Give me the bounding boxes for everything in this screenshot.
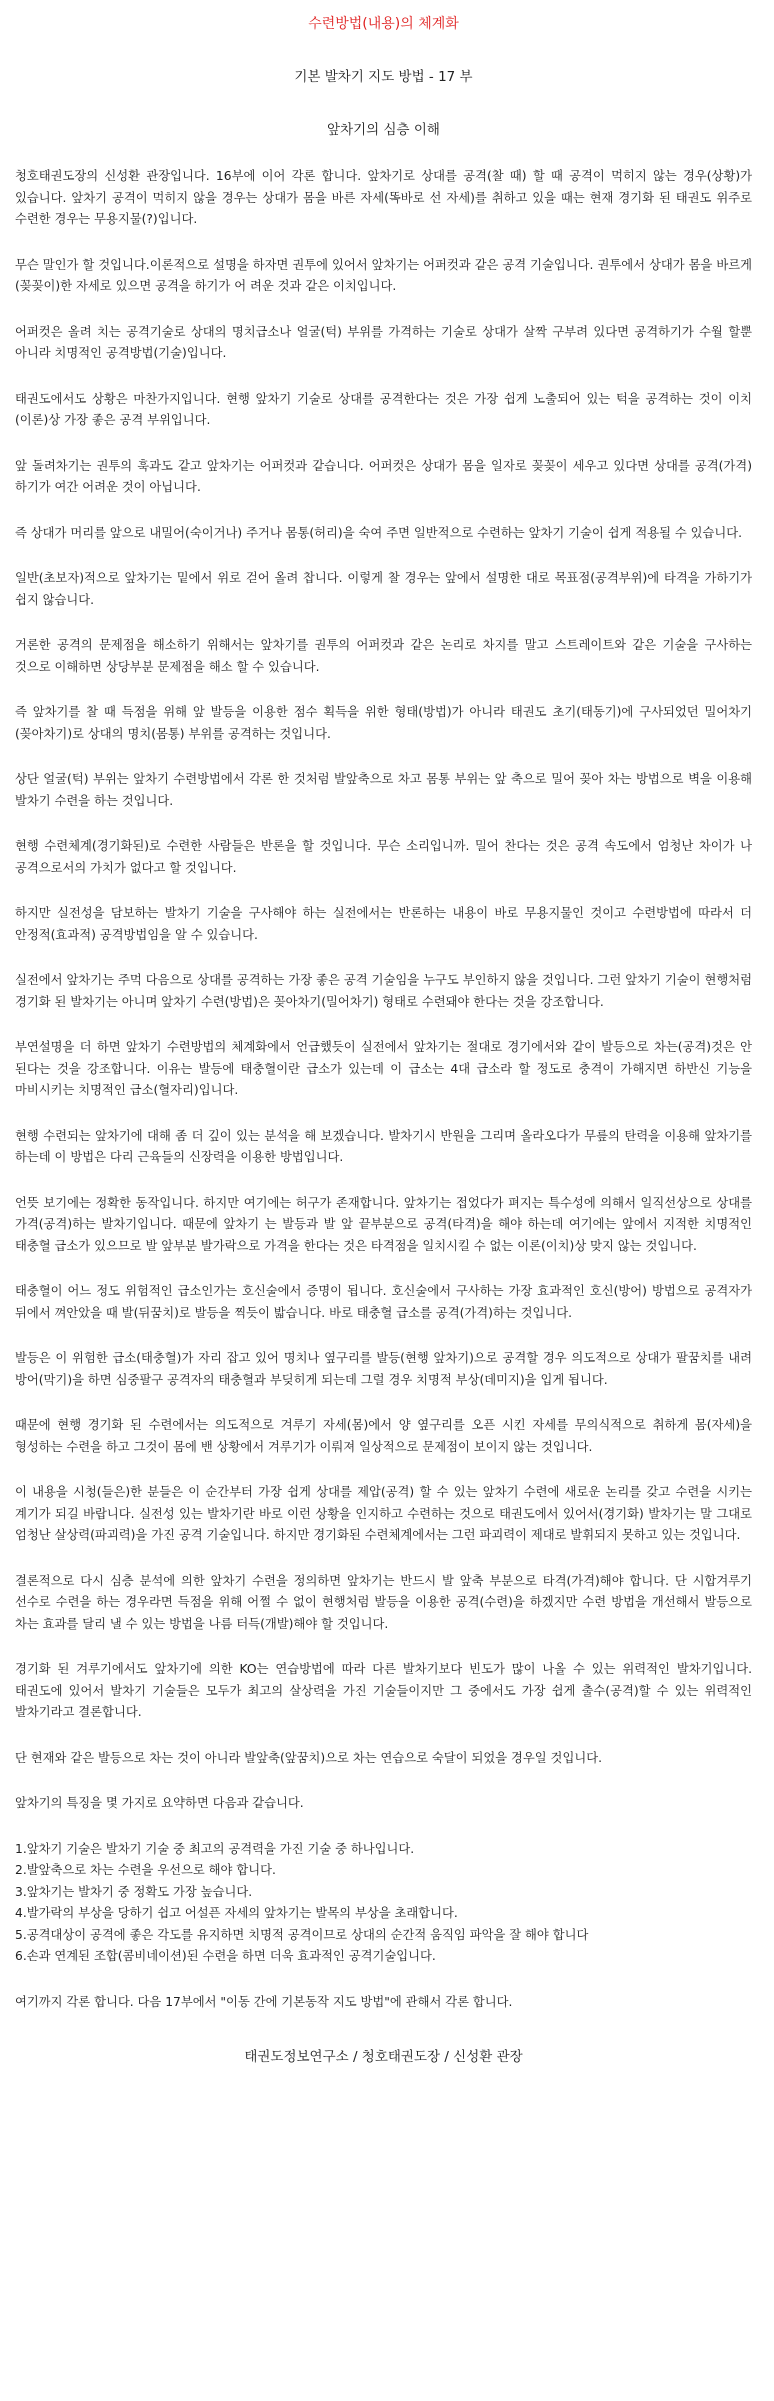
paragraph: 실전에서 앞차기는 주먹 다음으로 상대를 공격하는 가장 좋은 공격 기술임을 누구도 부인하지 않을 것입니다. 그런 앞차기 기술이 현행처럼 경기화 된 발차기는 아니며 앞차기 수련(방법)은 꽂아차기(밀어차기) 형태로 수련돼야 한다는 것을 강조합니다. [15, 973, 752, 1009]
paragraph: 부연설명을 더 하면 앞차기 수련방법의 체계화에서 언급했듯이 실전에서 앞차기는 절대로 경기에서와 같이 발등으로 차는(공격)것은 안 된다는 것을 강조합니다. 이유는 발등에 태충혈이란 급소가 있는데 이 급소는 4대 급소라 할 정도로 충격이 가해지면 하반신 기능을 마비시키는 치명적인 급소(혈자리)입니다. [15, 1040, 752, 1097]
summary-item: 1.앞차기 기술은 발차기 기술 중 최고의 공격력을 가진 기술 중 하나입니다. [15, 1841, 415, 1856]
summary-item: 5.공격대상이 공격에 좋은 각도를 유지하면 치명적 공격이므로 상대의 순간적 움직임 파악을 잘 해야 합니다 [15, 1927, 589, 1942]
paragraph: 결론적으로 다시 심층 분석에 의한 앞차기 수련을 정의하면 앞차기는 반드시 발 앞축 부분으로 타격(가격)해야 합니다. 단 시합겨루기 선수로 수련을 하는 경우라면 득점을 위해 어쩔 수 없이 현행처럼 발등을 이용한 공격(수련)을 하겠지만 수련 방법을 개선해서 발등으로 차는 효과를 달리 낼 수 있는 방법을 나름 터득(개발)해야 할 것입니다. [15, 1573, 752, 1631]
paragraph: 언뜻 보기에는 정확한 동작입니다. 하지만 여기에는 허구가 존재합니다. 앞차기는 접었다가 펴지는 특수성에 의해서 일직선상으로 상대를 가격(공격)하는 발차기입니다. 때문에 앞차기 는 발등과 발 앞 끝부분으로 공격(타격)을 해야 하는데 여기에는 앞에서 지적한 치명적인 태충혈 급소가 있으므로 발 앞부분 발가락으로 가격을 한다는 것은 타격점을 일치시킬 수 없는 이론(이치)상 맞지 않는 것입니다. [15, 1195, 752, 1253]
paragraph: 거론한 공격의 문제점을 해소하기 위해서는 앞차기를 권투의 어퍼컷과 같은 논리로 차지를 말고 스트레이트와 같은 기술을 구사하는 것으로 이해하면 상당부분 문제점을 해소 할 수 있습니다. [15, 638, 752, 674]
summary-list [15, 1839, 752, 1968]
topic-title: 앞차기의 심층 이해 [327, 122, 440, 138]
paragraph: 발등은 이 위험한 급소(태충혈)가 자리 잡고 있어 명치나 옆구리를 발등(현행 앞차기)으로 공격할 경우 의도적으로 상대가 팔꿈치를 내려 방어(막기)을 하면 심중팔구 공격자의 태충혈과 부딪히게 되는데 그럴 경우 치명적 부상(데미지)을 입게 됩니다. [15, 1351, 752, 1387]
paragraph: 앞 돌려차기는 권투의 훅과도 같고 앞차기는 어퍼컷과 같습니다. 어퍼컷은 상대가 몸을 일자로 꽂꽂이 세우고 있다면 상대를 공격(가격)하기가 여간 어려운 것이 아닙니다. [15, 458, 752, 494]
paragraph: 이 내용을 시청(들은)한 분들은 이 순간부터 가장 쉽게 상대를 제압(공격) 할 수 있는 앞차기 수련에 새로운 논리를 갖고 수련을 시키는 계기가 되길 바랍니다. 실전성 있는 발차기란 바로 이런 상황을 인지하고 수련하는 것으로 태권도에서 있어서(경기화) 발차기는 말 그대로 엄청난 살상력(파괴력)을 가진 공격 기술입니다. 하지만 경기화된 수련체계에서는 그런 파괴력이 제대로 발휘되지 못하고 있는 것입니다. [15, 1485, 752, 1542]
author-signature: 태권도정보연구소 / 청호태권도장 / 신성환 관장 [244, 2049, 523, 2065]
article-body [15, 166, 752, 2067]
paragraph: 즉 상대가 머리를 앞으로 내밀어(숙이거나) 주거나 몸통(허리)을 숙여 주면 일반적으로 수련하는 앞차기 기술이 쉽게 적용될 수 있습니다. [15, 525, 743, 540]
paragraph: 단 현재와 같은 발등으로 차는 것이 아니라 발앞축(앞꿈치)으로 차는 연습으로 숙달이 되었을 경우일 것입니다. [15, 1750, 602, 1765]
closing-paragraph: 여기까지 각론 합니다. 다음 17부에서 "이동 간에 기본동작 지도 방법"에 관해서 각론 합니다. [15, 1994, 513, 2009]
paragraph: 청호태권도장의 신성환 관장입니다. 16부에 이어 각론 합니다. 앞차기로 상대를 공격(찰 때) 할 때 공격이 먹히지 않는 경우(상황)가 있습니다. 앞차기 공격이 먹히지 않을 경우는 상대가 몸을 바른 자세(똑바로 선 자세)를 취하고 있을 때는 현재 경기화 된 태권도 위주로 수련한 경우는 무용지물(?)입니다. [15, 169, 752, 226]
summary-item: 2.발앞축으로 차는 수련을 우선으로 해야 합니다. [15, 1863, 276, 1877]
series-title: 수련방법(내용)의 체계화 [308, 16, 459, 32]
paragraph: 현행 수련체계(경기화된)로 수련한 사람들은 반론을 할 것입니다. 무슨 소리입니까. 밀어 찬다는 것은 공격 속도에서 엄청난 차이가 나 공격으로서의 가치가 없다고 할 것입니다. [15, 839, 752, 875]
paragraph: 일반(초보자)적으로 앞차기는 밑에서 위로 걷어 올려 찹니다. 이렇게 찰 경우는 앞에서 설명한 대로 목표점(공격부위)에 타격을 가하기가 쉽지 않습니다. [15, 571, 752, 607]
paragraph: 즉 앞차기를 찰 때 득점을 위해 앞 발등을 이용한 점수 획득을 위한 형태(방법)가 아니라 태권도 초기(태동기)에 구사되었던 밀어차기(꽂아차기)로 상대의 명치(몸통) 부위를 공격하는 것입니다. [15, 705, 752, 741]
part-title: 기본 발차기 지도 방법 - 17 부 [294, 69, 473, 85]
paragraph: 태권도에서도 상황은 마찬가지입니다. 현행 앞차기 기술로 상대를 공격한다는 것은 가장 쉽게 노출되어 있는 턱을 공격하는 것이 이치(이론)상 가장 좋은 공격 부위입니다. [15, 391, 752, 427]
paragraph: 무슨 말인가 할 것입니다.이론적으로 설명을 하자면 권투에 있어서 앞차기는 어퍼컷과 같은 공격 기술입니다. 권투에서 상대가 몸을 바르게(꽂꽂이)한 자세로 있으면 공격을 하기가 어 려운 것과 같은 이치입니다. [15, 257, 752, 293]
summary-item: 6.손과 연계된 조합(콤비네이션)된 수련을 하면 더욱 효과적인 공격기술입니다. [15, 1949, 436, 1963]
paragraph: 현행 수련되는 앞차기에 대해 좀 더 깊이 있는 분석을 해 보겠습니다. 발차기시 반원을 그리며 올라오다가 무릎의 탄력을 이용해 앞차기를 하는데 이 방법은 다리 근육들의 신장력을 이용한 방법입니다. [15, 1128, 752, 1164]
summary-item: 4.발가락의 부상을 당하기 쉽고 어설픈 자세의 앞차기는 발목의 부상을 초래합니다. [15, 1906, 458, 1920]
paragraph: 어퍼컷은 올려 치는 공격기술로 상대의 명치급소나 얼굴(턱) 부위를 가격하는 기술로 상대가 살짝 구부려 있다면 공격하기가 수월 할뿐 아니라 치명적인 공격방법(기술)입니다. [15, 324, 752, 360]
paragraph: 경기화 된 겨루기에서도 앞차기에 의한 KO는 연습방법에 따라 다른 발차기보다 빈도가 많이 나올 수 있는 위력적인 발차기입니다. 태권도에 있어서 발차기 기술들은 모두가 최고의 살상력을 가진 기술들이지만 그 중에서도 가장 쉽게 출수(공격)할 수 있는 위력적인 발차기라고 결론합니다. [15, 1662, 752, 1719]
summary-item: 3.앞차기는 발차기 중 정확도 가장 높습니다. [15, 1884, 253, 1899]
paragraph: 때문에 현행 경기화 된 수련에서는 의도적으로 겨루기 자세(몸)에서 양 옆구리를 오픈 시킨 자세를 무의식적으로 취하게 몸(자세)을 형성하는 수련을 하고 그것이 몸에 밴 상황에서 겨루기가 이뤄져 일상적으로 문제점이 보이지 않는 것입니다. [15, 1418, 752, 1454]
paragraph: 상단 얼굴(턱) 부위는 앞차기 수련방법에서 각론 한 것처럼 발앞축으로 차고 몸통 부위는 앞 축으로 밀어 꽂아 차는 방법으로 벽을 이용해 발차기 수련을 하는 것입니다. [15, 772, 752, 808]
summary-intro: 앞차기의 특징을 몇 가지로 요약하면 다음과 같습니다. [15, 1796, 304, 1810]
paragraph: 태충혈이 어느 정도 위험적인 급소인가는 호신술에서 증명이 됩니다. 호신술에서 구사하는 가장 효과적인 호신(방어) 방법으로 공격자가 뒤에서 껴안았을 때 발(뒤꿈치)로 발등을 찍듯이 밟습니다. 바로 태충혈 급소를 공격(가격)하는 것입니다. [15, 1284, 752, 1320]
paragraph: 하지만 실전성을 담보하는 발차기 기술을 구사해야 하는 실전에서는 반론하는 내용이 바로 무용지물인 것이고 수련방법에 따라서 더 안정적(효과적) 공격방법임을 알 수 있습니다. [15, 906, 752, 942]
